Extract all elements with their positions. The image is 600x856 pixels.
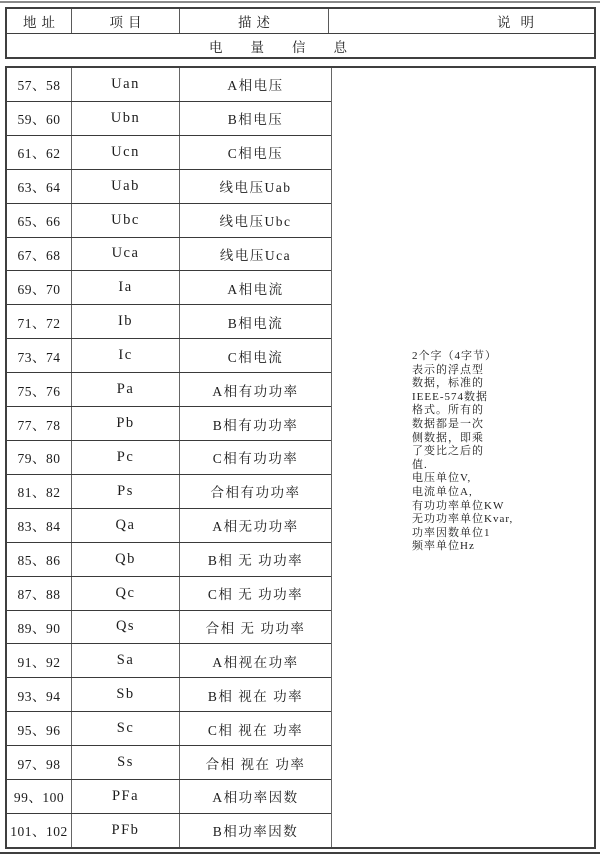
address-cell: 79、80 — [7, 441, 72, 474]
desc-cell: C相有功功率 — [212, 451, 299, 467]
address-cell: 61、62 — [7, 136, 72, 169]
note-line: 有功功率单位KW — [412, 499, 505, 512]
address-cell: 97、98 — [7, 746, 72, 779]
table-row — [7, 102, 331, 136]
item-cell: Ps — [72, 475, 180, 508]
note-line: 无功功率单位Kvar, — [412, 513, 514, 526]
item-cell: Ic — [72, 339, 180, 372]
address-cell: 99、100 — [7, 780, 72, 813]
table-row — [7, 678, 331, 712]
address-cell: 91、92 — [7, 644, 72, 677]
item-cell: Qa — [72, 509, 180, 542]
note-line: 格式。所有的 — [412, 404, 484, 417]
note-line: 表示的浮点型 — [412, 363, 484, 376]
desc-cell: C相电压 — [227, 146, 284, 162]
address-cell: 83、84 — [7, 509, 72, 542]
note-text — [412, 350, 513, 554]
table-row — [7, 373, 331, 407]
table-header — [5, 7, 596, 59]
item-cell: Ia — [72, 271, 180, 304]
table-row — [7, 577, 331, 611]
item-cell: Uca — [72, 238, 180, 271]
desc-cell: B相功率因数 — [212, 824, 299, 840]
table-rows — [7, 68, 331, 847]
address-cell: 93、94 — [7, 678, 72, 711]
table-row — [7, 136, 331, 170]
table-row — [7, 339, 331, 373]
note-line: 频率单位Hz — [412, 540, 475, 553]
note-line: 电流单位A, — [412, 485, 473, 498]
table-row — [7, 814, 331, 847]
desc-cell: A相电压 — [227, 78, 284, 94]
note-line: 电压单位V, — [412, 472, 472, 485]
address-cell: 89、90 — [7, 611, 72, 644]
item-cell: Uab — [72, 170, 180, 203]
desc-cell: A相有功功率 — [212, 383, 299, 399]
desc-cell: B相电流 — [227, 315, 284, 331]
address-cell: 57、58 — [7, 68, 72, 101]
item-cell: Ss — [72, 746, 180, 779]
item-cell: PFa — [72, 780, 180, 813]
address-cell: 81、82 — [7, 475, 72, 508]
desc-cell: B相 无 功功率 — [207, 553, 304, 569]
item-cell: Pc — [72, 441, 180, 474]
address-cell: 73、74 — [7, 339, 72, 372]
top-edge-line — [0, 1, 600, 3]
desc-cell: C相 视在 功率 — [207, 722, 304, 738]
table-row — [7, 407, 331, 441]
table-row — [7, 271, 331, 305]
table-row — [7, 746, 331, 780]
note-line: 数据都是一次 — [412, 417, 484, 430]
address-cell: 85、86 — [7, 543, 72, 576]
desc-cell: B相 视在 功率 — [207, 688, 304, 704]
table-row — [7, 509, 331, 543]
col-header-address: 地址 — [7, 9, 72, 33]
item-cell: Qb — [72, 543, 180, 576]
address-cell: 63、64 — [7, 170, 72, 203]
item-cell: Uan — [72, 68, 180, 101]
item-cell: Ubn — [72, 102, 180, 135]
item-cell: Pb — [72, 407, 180, 440]
address-cell: 65、66 — [7, 204, 72, 237]
note-line: 功率因数单位1 — [412, 526, 491, 539]
address-cell: 87、88 — [7, 577, 72, 610]
desc-cell: A相无功功率 — [212, 519, 299, 535]
note-cell — [331, 68, 594, 847]
col-header-item: 项目 — [72, 9, 180, 33]
note-line: 值. — [412, 458, 428, 471]
address-cell: 95、96 — [7, 712, 72, 745]
desc-cell: A相电流 — [227, 281, 284, 297]
item-cell: Ucn — [72, 136, 180, 169]
item-cell: Qc — [72, 577, 180, 610]
table-row — [7, 68, 331, 102]
table-row — [7, 475, 331, 509]
address-cell: 69、70 — [7, 271, 72, 304]
address-cell: 67、68 — [7, 238, 72, 271]
header-row — [7, 9, 594, 34]
table-row — [7, 170, 331, 204]
address-cell: 77、78 — [7, 407, 72, 440]
item-cell: Pa — [72, 373, 180, 406]
table-row — [7, 441, 331, 475]
note-line: 2个字（4字节） — [412, 350, 497, 362]
desc-cell: C相电流 — [227, 349, 284, 365]
note-line: IEEE-574数据 — [412, 390, 488, 403]
desc-cell: A相视在功率 — [212, 654, 299, 670]
table-row — [7, 644, 331, 678]
item-cell: Sb — [72, 678, 180, 711]
desc-cell: 线电压Ubc — [219, 214, 292, 230]
table-body — [5, 66, 596, 849]
desc-cell: 线电压Uca — [219, 247, 292, 263]
note-line: 数据，标准的 — [412, 377, 484, 390]
desc-cell: B相有功功率 — [212, 417, 299, 433]
section-title: 电量信息 — [209, 39, 375, 55]
note-line: 侧数据，即乘 — [412, 431, 484, 444]
desc-cell: 合相 视在 功率 — [205, 756, 306, 772]
table-row — [7, 238, 331, 272]
address-cell: 75、76 — [7, 373, 72, 406]
desc-cell: A相功率因数 — [212, 790, 299, 806]
table-row — [7, 712, 331, 746]
col-header-note: 说明 — [497, 15, 544, 30]
item-cell: Sa — [72, 644, 180, 677]
item-cell: Ib — [72, 305, 180, 338]
desc-cell: C相 无 功功率 — [207, 587, 304, 603]
address-cell: 71、72 — [7, 305, 72, 338]
table-row — [7, 780, 331, 814]
note-line: 了变比之后的 — [412, 445, 484, 458]
table-row — [7, 204, 331, 238]
desc-cell: 合相 无 功功率 — [205, 620, 306, 636]
item-cell: Ubc — [72, 204, 180, 237]
address-cell: 59、60 — [7, 102, 72, 135]
item-cell: PFb — [72, 814, 180, 847]
address-cell: 101、102 — [7, 814, 72, 847]
col-header-desc: 描述 — [180, 9, 329, 33]
item-cell: Qs — [72, 611, 180, 644]
table-row — [7, 305, 331, 339]
table-row — [7, 611, 331, 645]
desc-cell: B相电压 — [227, 112, 284, 128]
bottom-edge-line — [0, 852, 600, 854]
table-row — [7, 543, 331, 577]
item-cell: Sc — [72, 712, 180, 745]
desc-cell: 线电压Uab — [219, 180, 292, 196]
section-title-row — [7, 34, 594, 57]
desc-cell: 合相有功功率 — [210, 485, 301, 501]
